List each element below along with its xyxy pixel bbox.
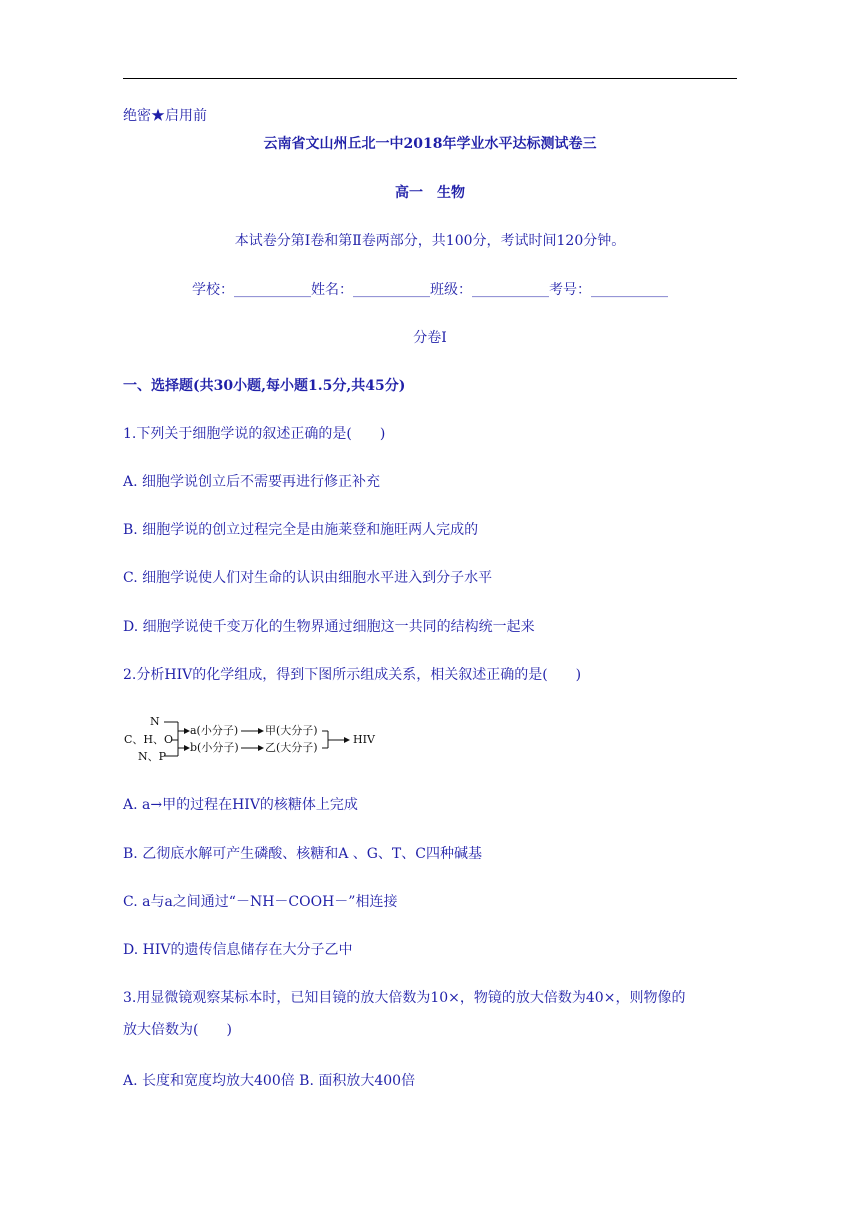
macromolecule-yi: 乙(大分子) — [265, 741, 318, 754]
question-1-option-b: B. 细胞学说的创立过程完全是由施莱登和施旺两人完成的 — [123, 522, 479, 538]
small-molecule-a: a(小分子) — [190, 724, 239, 737]
element-n: N — [150, 715, 160, 728]
question-1-option-d: D. 细胞学说使千变万化的生物界通过细胞这一共同的结构统一起来 — [123, 619, 535, 635]
exam-intro: 本试卷分第Ⅰ卷和第Ⅱ卷两部分，共100分，考试时间120分钟。 — [234, 233, 626, 249]
header-rule — [123, 78, 737, 79]
question-1-stem: 1.下列关于细胞学说的叙述正确的是( ) — [123, 426, 386, 442]
hiv-composition-diagram — [124, 712, 394, 764]
small-molecule-b: b(小分子) — [190, 741, 239, 754]
exam-subtitle: 高一 生物 — [395, 185, 465, 201]
element-np: N、P — [138, 750, 167, 763]
question-2-option-d: D. HIV的遗传信息储存在大分子乙中 — [123, 942, 353, 958]
secret-label: 绝密★启用前 — [123, 108, 207, 124]
student-info-fields: 学校：___________姓名：___________班级：___________考号：___________ — [192, 282, 668, 298]
question-2-option-c: C. a与a之间通过“－NH－COOH－”相连接 — [123, 894, 398, 910]
question-2-option-a: A. a→甲的过程在HIV的核糖体上完成 — [123, 797, 358, 813]
part-label: 分卷I — [413, 330, 447, 346]
question-1-option-c: C. 细胞学说使人们对生命的认识由细胞水平进入到分子水平 — [123, 570, 493, 586]
element-cho: C、H、O — [124, 733, 174, 746]
question-2-stem: 2.分析HIV的化学组成，得到下图所示组成关系，相关叙述正确的是( ) — [123, 667, 582, 683]
hiv-label: HIV — [353, 733, 375, 746]
section-heading: 一、选择题(共30小题,每小题1.5分,共45分) — [123, 378, 406, 394]
question-2-option-b: B. 乙彻底水解可产生磷酸、核糖和A 、G、T、C四种碱基 — [123, 846, 482, 862]
question-3-stem-line2: 放大倍数为( ) — [123, 1022, 232, 1038]
macromolecule-jia: 甲(大分子) — [265, 724, 318, 737]
exam-title: 云南省文山州丘北一中2018年学业水平达标测试卷三 — [263, 136, 597, 152]
question-3-stem-line1: 3.用显微镜观察某标本时，已知目镜的放大倍数为10×，物镜的放大倍数为40×，则物像的 — [123, 990, 686, 1006]
question-1-option-a: A. 细胞学说创立后不需要再进行修正补充 — [123, 474, 381, 490]
question-3-options-ab: A. 长度和宽度均放大400倍 B. 面积放大400倍 — [123, 1073, 416, 1089]
